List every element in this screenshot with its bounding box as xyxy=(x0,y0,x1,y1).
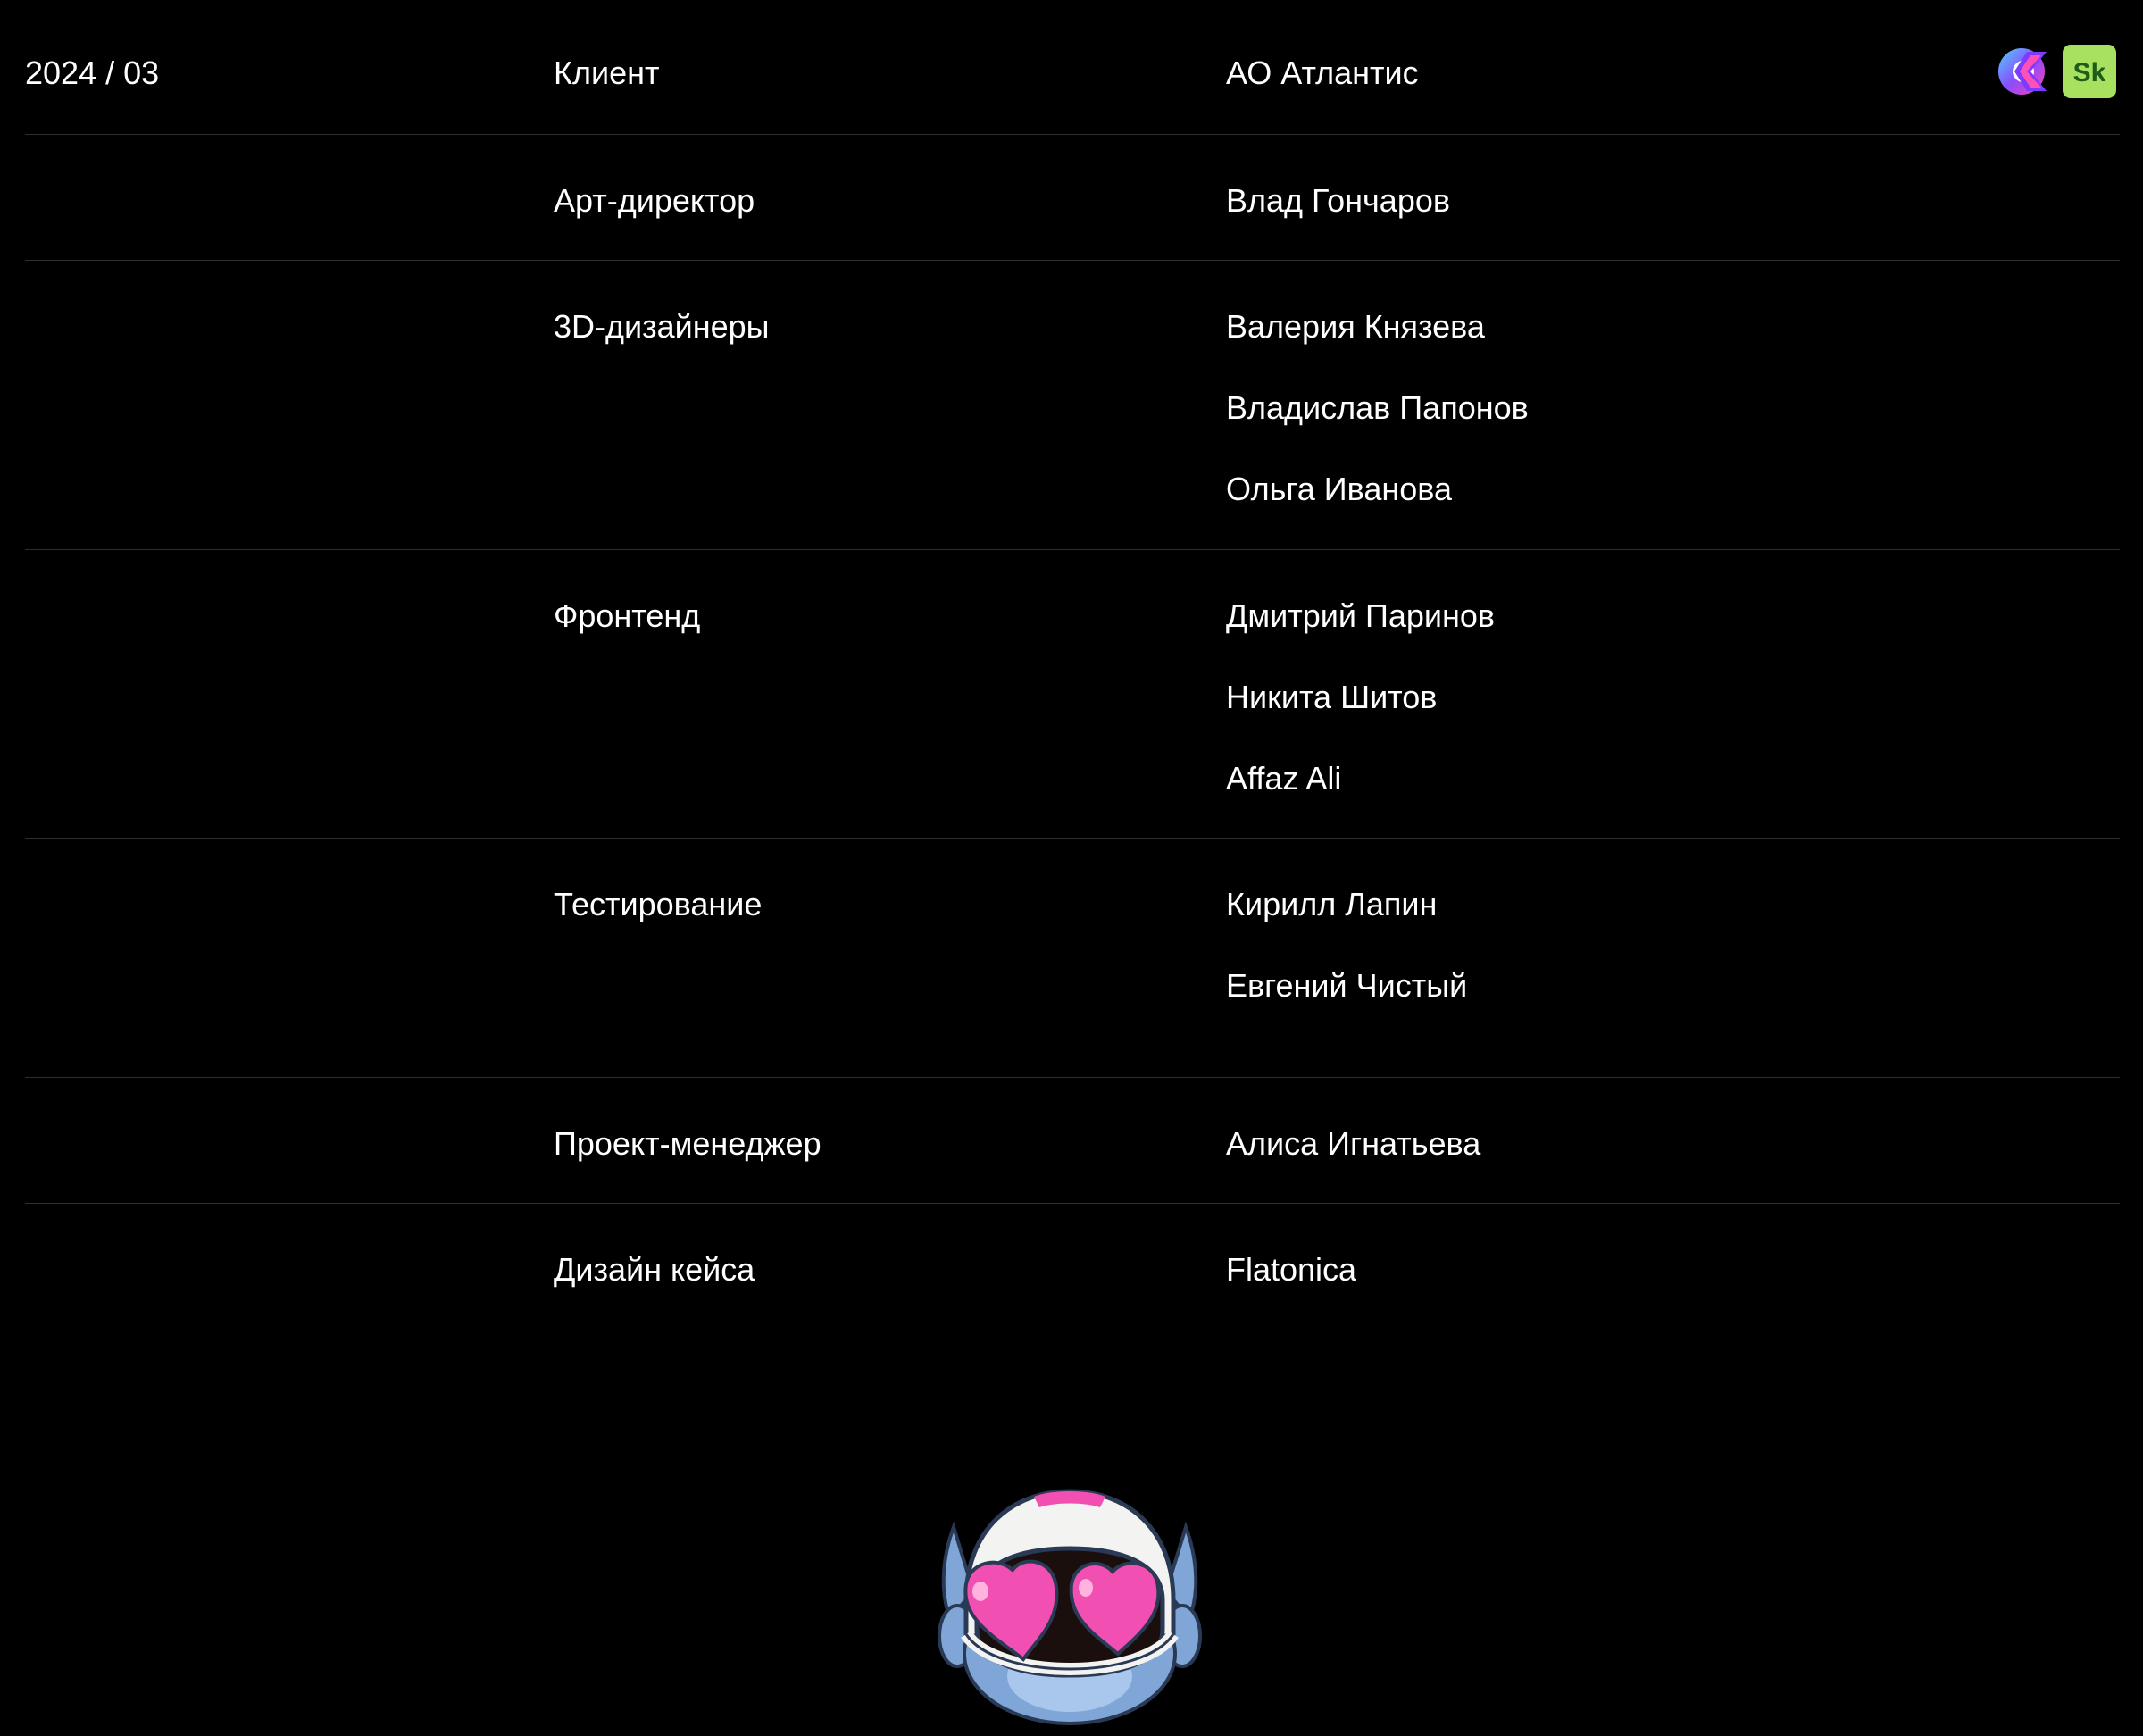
credit-names xyxy=(1226,52,1419,95)
credit-role: Дизайн кейса xyxy=(554,1251,755,1288)
credit-names xyxy=(1226,883,1467,1007)
studio-logo-icon[interactable] xyxy=(1995,45,2048,98)
credit-name: Валерия Князева xyxy=(1226,308,1485,345)
credit-names xyxy=(1226,1123,1480,1165)
credit-name: Affaz Ali xyxy=(1226,760,1342,797)
partner-logos xyxy=(1995,45,2116,98)
sk-logo-icon[interactable] xyxy=(2063,45,2116,98)
credit-name: Flatonica xyxy=(1226,1251,1357,1288)
credit-name: Ольга Иванова xyxy=(1226,471,1452,507)
astronaut-helmet-hearts-icon xyxy=(934,1484,1205,1727)
credit-names xyxy=(1226,305,1529,511)
credit-role: Тестирование xyxy=(554,886,763,922)
credit-name: Алиса Игнатьева xyxy=(1226,1125,1481,1162)
credit-role: 3D-дизайнеры xyxy=(554,308,770,345)
credits-row-testing xyxy=(25,839,2120,1078)
credit-names xyxy=(1226,595,1495,800)
credit-role: Клиент xyxy=(554,54,660,91)
credits-row-3d-designers xyxy=(25,261,2120,550)
credits-table xyxy=(25,0,2120,1338)
sk-logo-text: Sk xyxy=(2072,58,2106,88)
credits-row-art-director xyxy=(25,135,2120,261)
credit-names xyxy=(1226,1248,1356,1291)
credit-names xyxy=(1226,179,1450,222)
credits-row-project-manager xyxy=(25,1078,2120,1204)
credit-name: Кирилл Лапин xyxy=(1226,886,1438,922)
credit-role: Фронтенд xyxy=(554,597,701,634)
credit-name: Никита Шитов xyxy=(1226,679,1438,715)
credit-role: Проект-менеджер xyxy=(554,1125,821,1162)
credit-name: АО Атлантис xyxy=(1226,54,1419,91)
credit-name: Владислав Папонов xyxy=(1226,389,1529,426)
credits-row-frontend xyxy=(25,550,2120,839)
credit-name: Евгений Чистый xyxy=(1226,967,1468,1004)
credits-row-client xyxy=(25,0,2120,135)
credit-name: Дмитрий Паринов xyxy=(1226,597,1496,634)
credit-name: Влад Гончаров xyxy=(1226,182,1450,219)
project-date: 2024 / 03 xyxy=(25,54,160,91)
credit-role: Арт-директор xyxy=(554,182,755,219)
credits-row-case-design xyxy=(25,1204,2120,1338)
